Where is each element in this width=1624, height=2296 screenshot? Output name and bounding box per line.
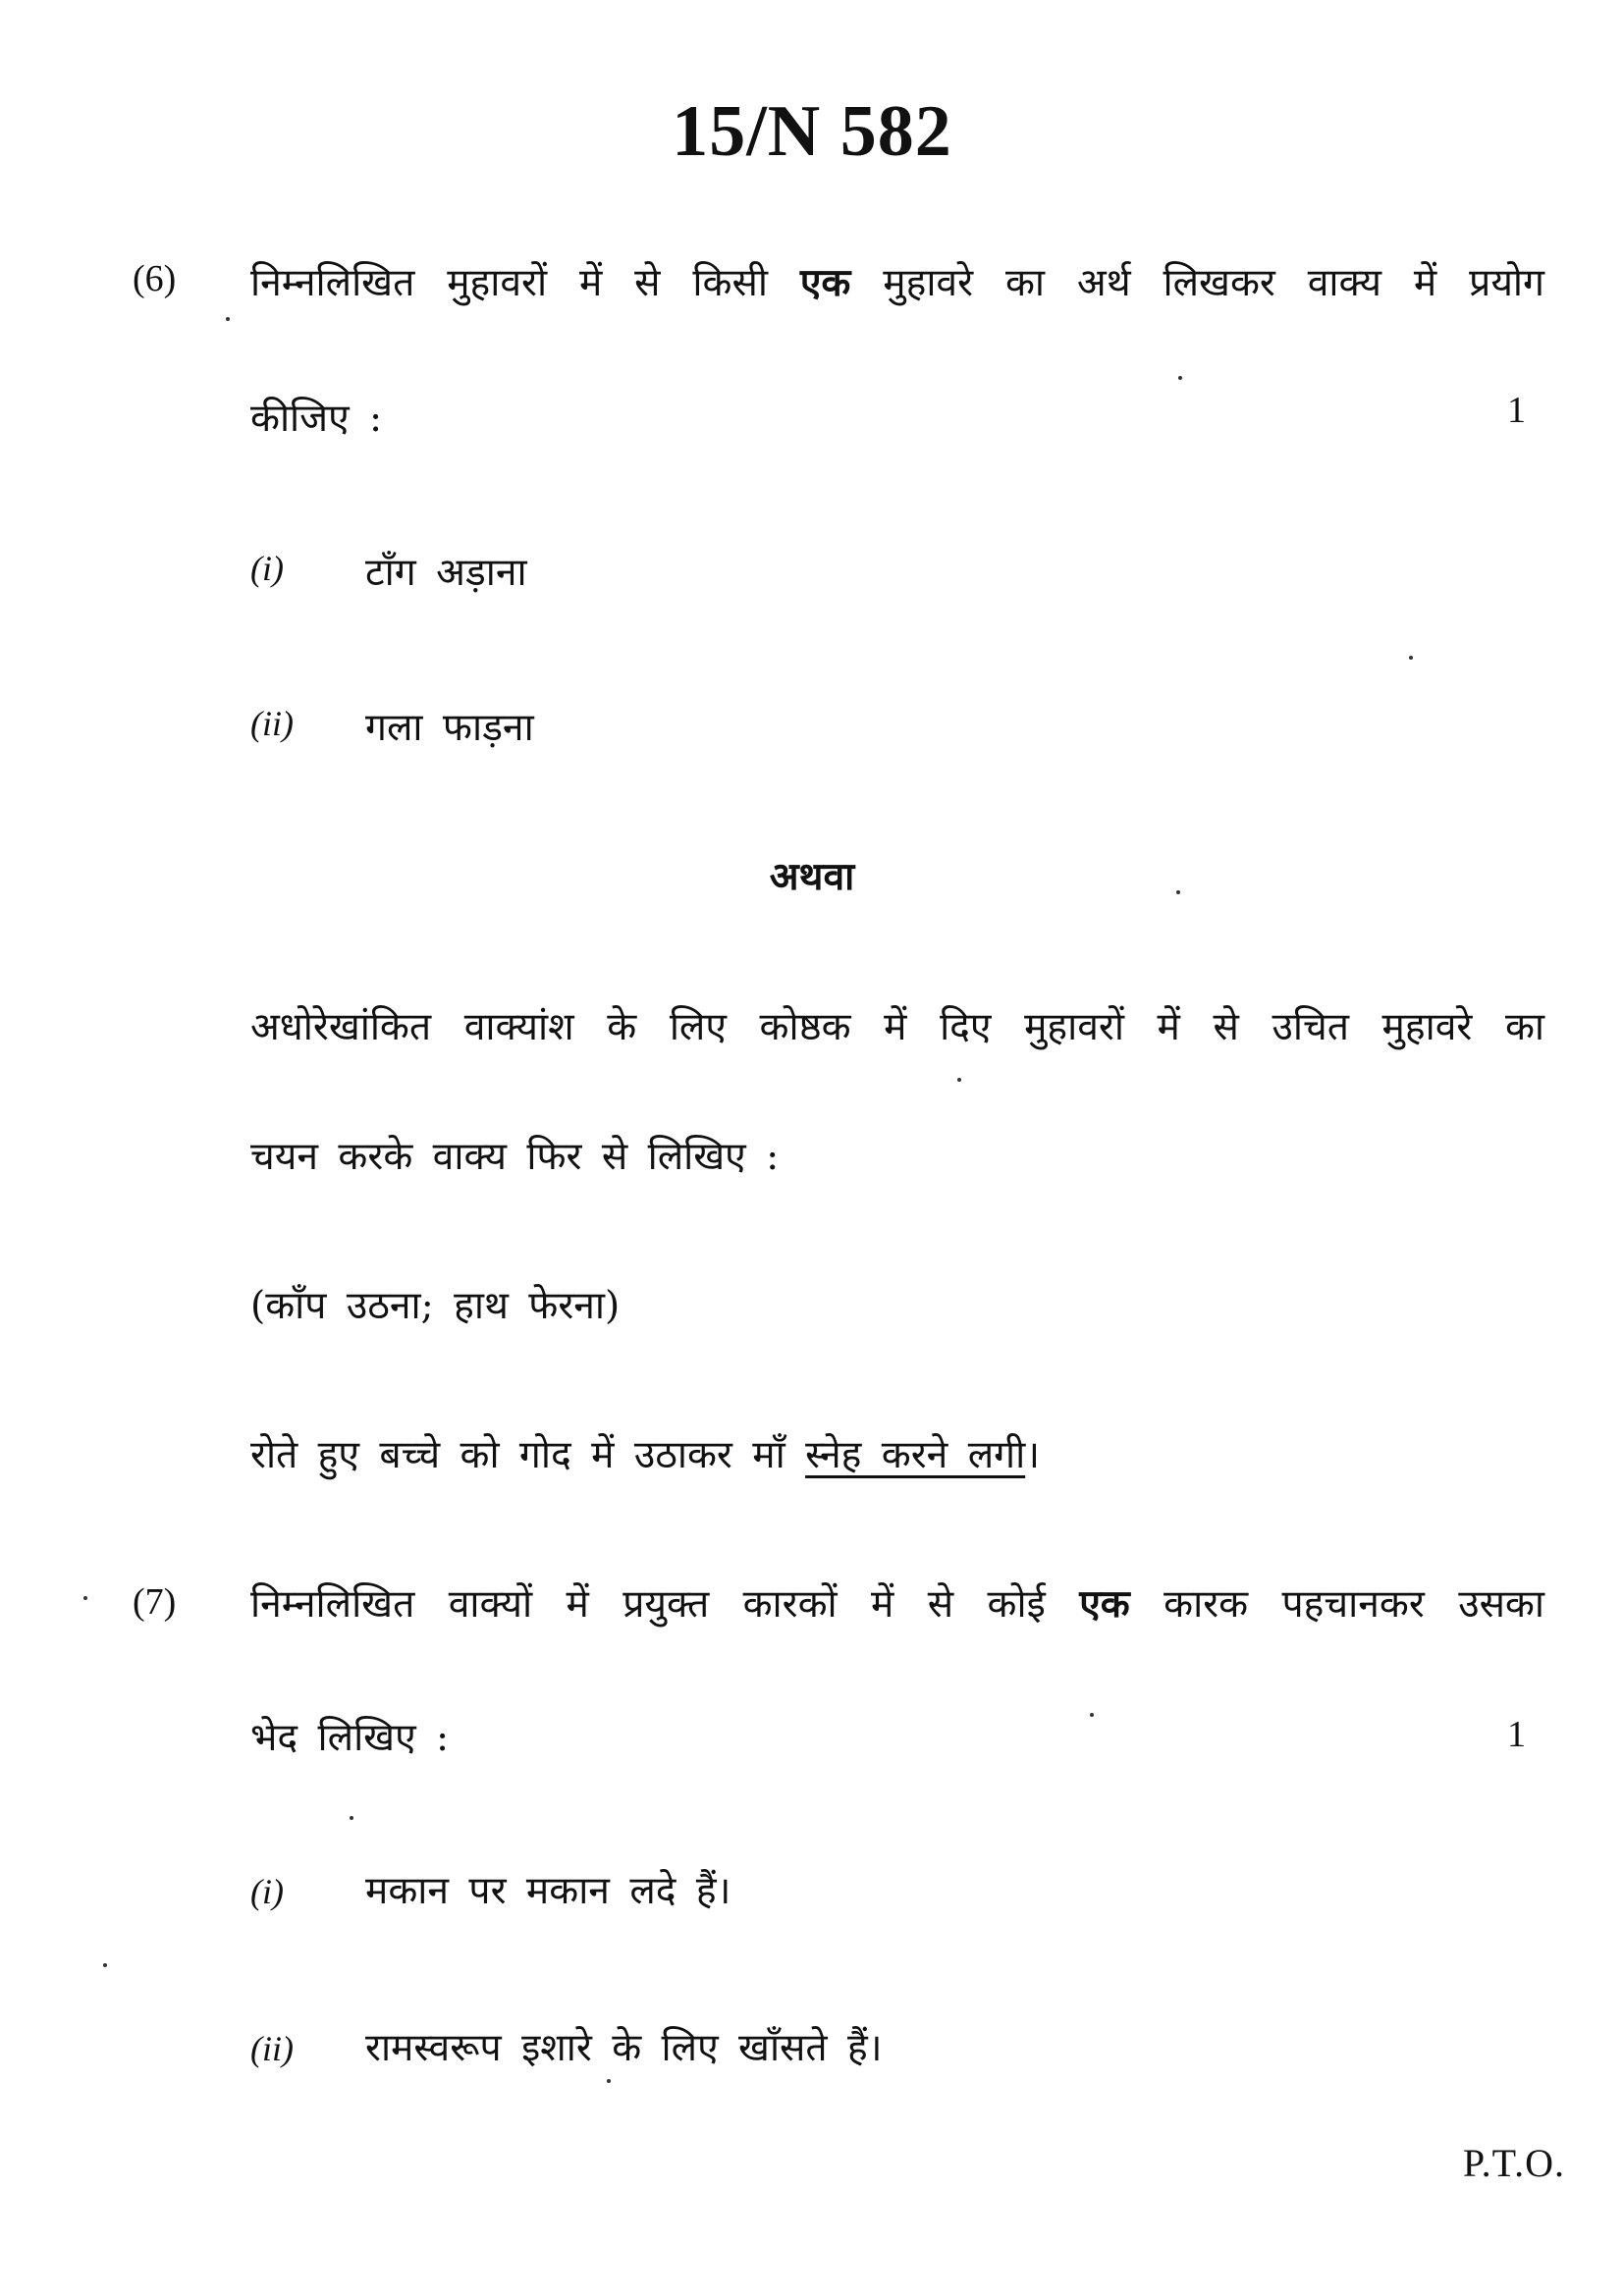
question-6-item-1-label: (i) (250, 549, 284, 588)
scan-speck (1409, 656, 1413, 660)
scan-speck (226, 317, 230, 321)
scan-speck (1176, 890, 1180, 894)
question-7-item-2-label: (ii) (250, 2029, 294, 2068)
sentence-to-rewrite (250, 1427, 1040, 1479)
underlined-phrase: स्नेह करने लगी (805, 1433, 1026, 1477)
paper-code: 15/N 582 (672, 91, 952, 172)
question-7-emphasis: एक (1079, 1581, 1130, 1627)
question-7-line-1-rest: कारक पहचानकर उसका (1164, 1582, 1544, 1627)
question-6-line-2: कीजिए : (250, 397, 383, 441)
scan-speck (1178, 376, 1182, 380)
scan-speck (607, 2079, 611, 2083)
question-6-line-1-rest: मुहावरे का अर्थ लिखकर वाक्य में प्रयोग (883, 261, 1544, 305)
question-7-item-1-text: मकान पर मकान लदे हैं। (365, 1869, 731, 1913)
scan-speck (350, 1816, 353, 1820)
alternative-line-1: अधोरेखांकित वाक्यांश के लिए कोष्ठक में दिए मुहावरों में से उचित मुहावरे का (250, 1005, 1544, 1049)
sentence-start: रोते हुए बच्चे को गोद में उठाकर माँ (250, 1433, 785, 1477)
scan-speck (957, 1078, 961, 1082)
question-7-line-1-text: निम्नलिखित वाक्यों में प्रयुक्त कारकों में से कोई (250, 1582, 1046, 1627)
scan-speck (83, 1596, 87, 1600)
question-7-marks: 1 (1507, 1714, 1526, 1755)
question-number-7: (7) (133, 1581, 177, 1623)
please-turn-over: P.T.O. (1462, 2141, 1565, 2185)
question-6-item-1-text: टाँग अड़ाना (365, 551, 527, 595)
scan-speck (1090, 1713, 1094, 1717)
question-7-item-1-label: (i) (250, 1872, 284, 1911)
question-6-emphasis: एक (799, 260, 851, 305)
question-7-line-1 (250, 1576, 1544, 1629)
question-6-line-1 (250, 255, 1544, 307)
or-heading: अथवा (769, 854, 855, 899)
alternative-line-2: चयन करके वाक्य फिर से लिखिए : (250, 1135, 780, 1179)
sentence-end: । (1025, 1433, 1040, 1477)
question-7-item-2-text: रामस्वरूप इशारे के लिए खाँसते हैं। (365, 2026, 883, 2070)
question-6-item-2-label: (ii) (250, 704, 294, 743)
question-6-line-1-text: निम्नलिखित मुहावरों में से किसी (250, 261, 768, 305)
question-6-marks: 1 (1507, 390, 1526, 431)
question-7-line-2: भेद लिखिए : (250, 1716, 450, 1760)
question-6-item-2-text: गला फाड़ना (365, 706, 534, 750)
question-number-6: (6) (133, 258, 177, 299)
idiom-options: (काँप उठना; हाथ फेरना) (250, 1284, 621, 1328)
scan-speck (103, 1963, 107, 1967)
